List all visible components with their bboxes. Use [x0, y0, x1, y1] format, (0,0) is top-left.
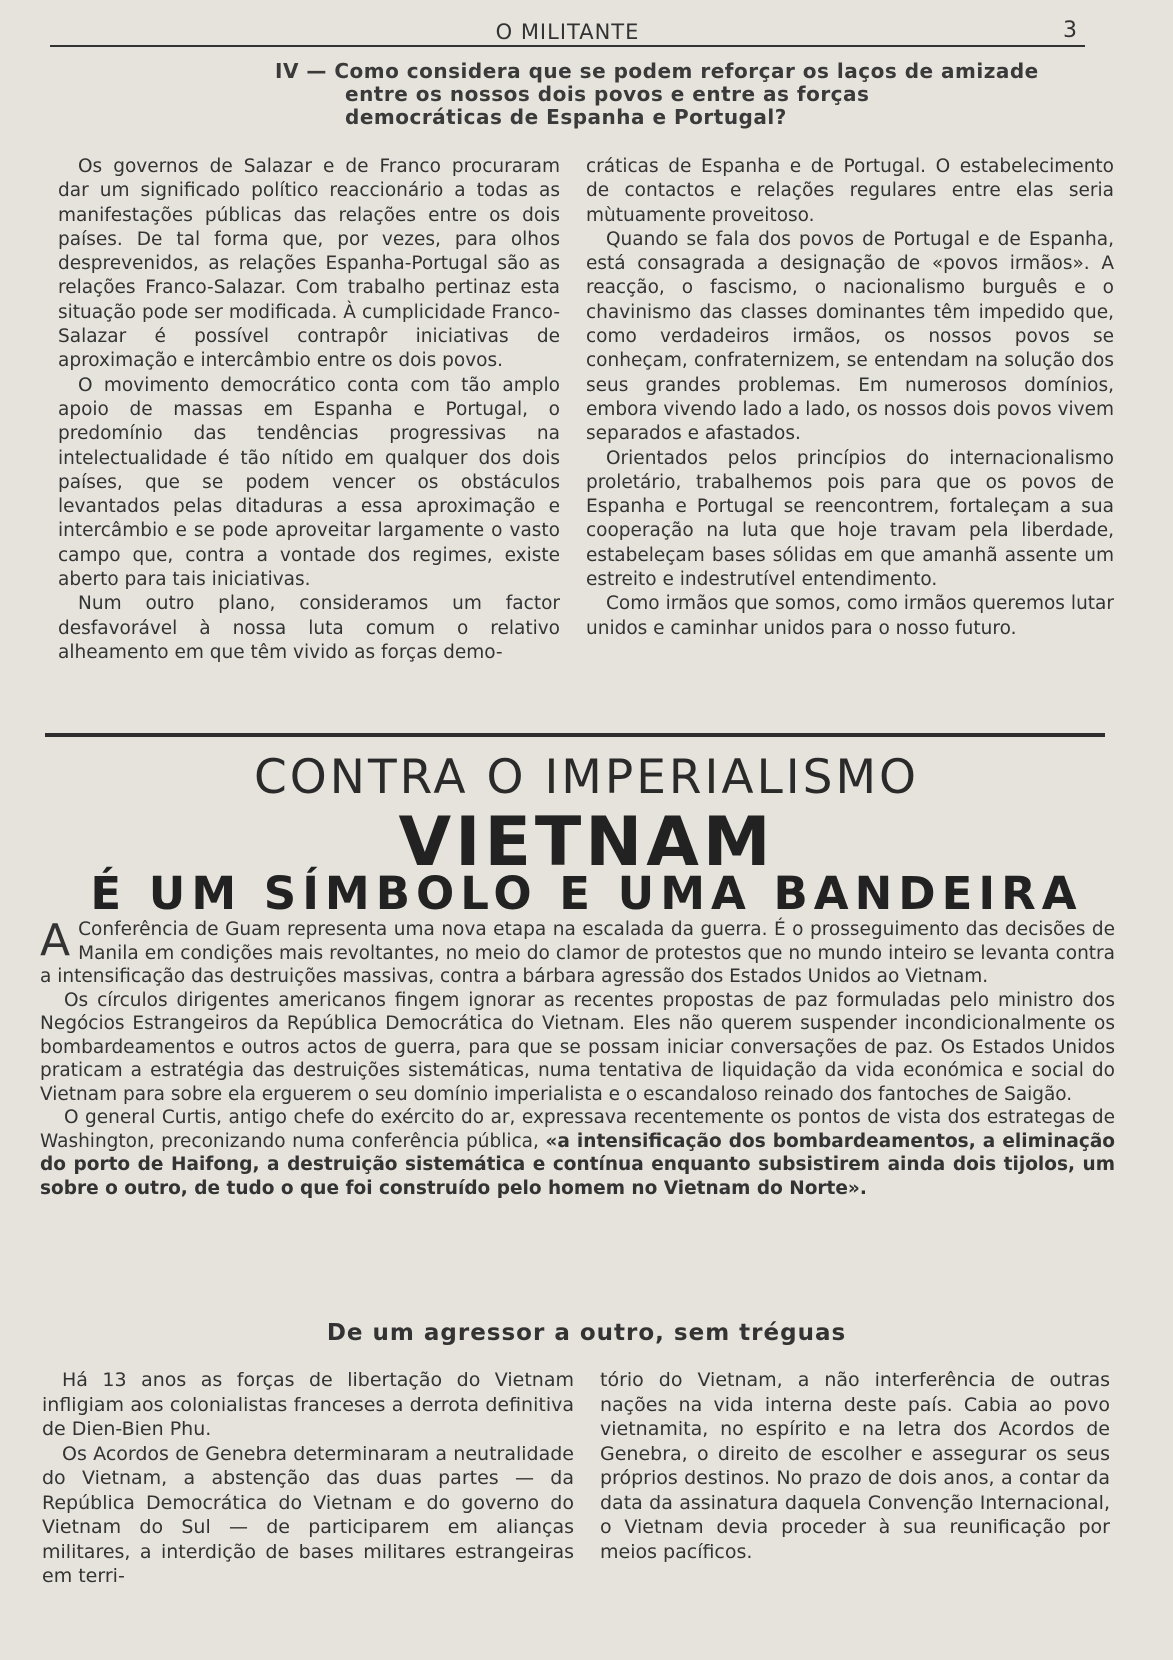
section-iv-heading: [275, 60, 1075, 129]
article-headline: VIETNAM: [398, 803, 775, 882]
article-lead: [40, 915, 1116, 1200]
paragraph: Como irmãos que somos, como irmãos queremos lutar unidos e caminhar unidos para o nosso futuro.: [586, 593, 1114, 639]
paragraph: Há 13 anos as forças de libertação do Vietnam infligiam aos colonialistas franceses a derrota definitiva de Dien-Bien Phu.: [42, 1369, 574, 1440]
paragraph: O movimento democrático conta com tão amplo apoio de massas em Espanha e Portugal, o predomínio das tendências progressivas na intelectualidade é tão nítido em qualquer dos dois países, que se podem vencer os obstáculos levantados pelas ditaduras a essa aproximação e intercâmbio e se pode aproveitar largamente o vasto campo que, contra a vontade dos regimes, existe aberto para tais iniciativas.: [58, 374, 560, 591]
drop-cap: A: [40, 915, 71, 966]
paragraph: [40, 1106, 1115, 1200]
article-kicker: CONTRA O IMPERIALISMO: [253, 750, 919, 805]
lead-text: Conferência de Guam representa uma nova etapa na escalada da guerra. É o prosseguimento das decisões de Manila em condições mais revoltantes, no meio do clamor de protestos que no mundo inteiro se levanta contra a intensificação das destruições massivas, contra a bárbara agressão dos Estados Unidos ao Vietnam.: [40, 919, 1115, 987]
section-iv-column-left: [58, 155, 560, 665]
heading-line-3: democráticas de Espanha e Portugal?: [345, 105, 787, 129]
paragraph-text: O general Curtis, antigo chefe do exército do ar, expressava recentemente os pontos de vista dos estrategas de Washington, preconizando numa conferência pública,: [40, 1107, 1115, 1152]
heading-line-2: entre os nossos dois povos e entre as forças: [345, 82, 870, 106]
section-iv-column-right: [586, 155, 1114, 641]
publication-title: O MILITANTE: [495, 20, 640, 44]
article-column-right: [600, 1368, 1110, 1564]
paragraph: Os governos de Salazar e de Franco procuraram dar um significado político reaccionário a todas as manifestações públicas das relações entre os dois países. De tal forma que, por vezes, para olhos desprevenidos, as relações Espanha-Portugal são as relações Franco-Salazar. Com trabalho pertinaz esta situação pode ser modificada. À cumplicidade Franco-Salazar é possível contrapôr iniciativas de aproximação e intercâmbio entre os dois povos.: [58, 156, 560, 372]
paragraph: Quando se fala dos povos de Portugal e de Espanha, está consagrada a designação de «povos irmãos». A reacção, o fascismo, o nacionalismo burguês e o chavinismo das classes dominantes têm impedido que, como verdadeiros irmãos, os nossos povos se conheçam, confraternizem, se entendam na solução dos seus grandes problemas. Em numerosos domínios, embora vivendo lado a lado, os nossos dois povos vivem separados e afastados.: [586, 228, 1114, 445]
section-divider: [45, 733, 1105, 737]
paragraph: Orientados pelos princípios do internacionalismo proletário, trabalhemos pois para que os povos de Espanha e Portugal se reencontrem, fortaleçam a sua cooperação na luta que hoje travam pela liberdade, estabeleçam bases sólidas em que amanhã assente um estreito e indestrutível entendimento.: [586, 447, 1114, 591]
article-subheading: De um agressor a outro, sem tréguas: [326, 1320, 847, 1346]
masthead: [50, 0, 1085, 50]
paragraph: Num outro plano, consideramos um factor desfavorável à nossa luta comum o relativo alheamento em que têm vivido as forças demo-: [58, 593, 560, 663]
quotation: «a intensificação dos bombardeamentos, a eliminação do porto de Haifong, a destruição sistemática e contínua enquanto subsistirem ainda dois tijolos, um sobre o outro, de tudo o que foi construído pelo homem no Vietnam do Norte».: [40, 1130, 1116, 1199]
paragraph: Os Acordos de Genebra determinaram a neutralidade do Vietnam, a abstenção das duas partes — da República Democrática do Vietnam e do governo do Vietnam do Sul — de participarem em alianças militares, a interdição de bases militares estrangeiras em terri-: [42, 1442, 574, 1587]
paragraph: Os círculos dirigentes americanos fingem ignorar as recentes propostas de paz formuladas pelo ministro dos Negócios Estrangeiros da República Democrática do Vietnam. Eles não querem suspender incondicionalmente os bombardeamentos e outros actos de guerra, para que se possam iniciar conversações de paz. Os Estados Unidos praticam a estratégia das destruições sistemáticas, numa tentativa de liquidação da vida económica e social do Vietnam para sobre ela erguerem o seu domínio imperialista e o escandaloso reinado dos fantoches de Saigão.: [40, 989, 1115, 1105]
article-subheadline: É UM SÍMBOLO E UMA BANDEIRA: [90, 867, 1083, 920]
lead-paragraph: [40, 915, 1115, 989]
paragraph: cráticas de Espanha e de Portugal. O estabelecimento de contactos e relações regulares entre elas seria mùtuamente proveitoso.: [586, 156, 1114, 226]
page-number: 3: [1063, 18, 1077, 43]
paragraph: tório do Vietnam, a não interferência de outras nações na vida interna deste país. Cabia ao povo vietnamita, no espírito e na letra dos Acordos de Genebra, o direito de escolher e assegurar os seus próprios destinos. No prazo de dois anos, a contar da data da assinatura daquela Convenção Internacional, o Vietnam devia proceder à sua reunificação por meios pacíficos.: [600, 1369, 1110, 1563]
heading-line-1: IV — Como considera que se podem reforçar os laços de amizade: [275, 59, 1039, 83]
article-column-left: [42, 1368, 574, 1589]
masthead-rule: [50, 45, 1085, 47]
